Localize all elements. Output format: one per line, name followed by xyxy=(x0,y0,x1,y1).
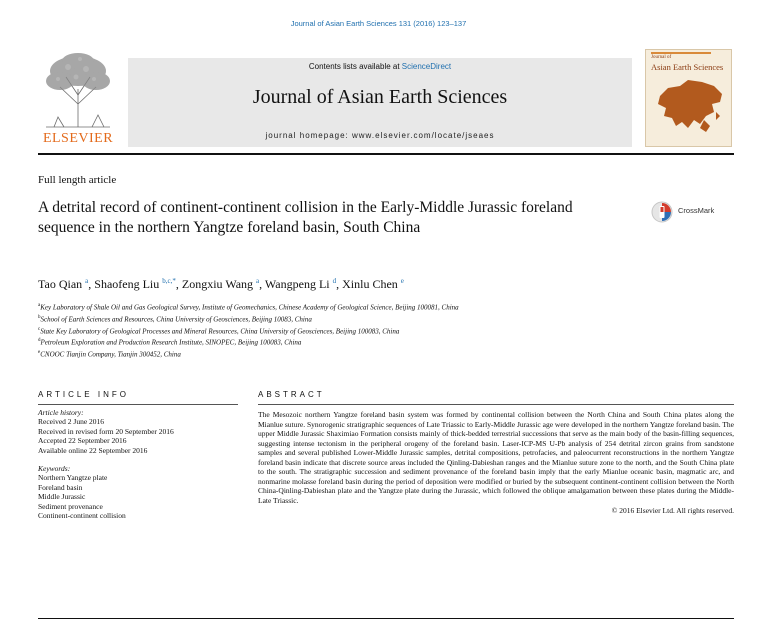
journal-title[interactable]: Journal of Asian Earth Sciences xyxy=(252,86,508,108)
asia-map-icon xyxy=(654,76,726,136)
sciencedirect-link[interactable]: ScienceDirect xyxy=(401,62,452,71)
masthead xyxy=(38,49,738,147)
crossmark-badge[interactable] xyxy=(651,201,741,223)
history-item: Accepted 22 September 2016 xyxy=(38,436,127,446)
keywords-label: Keywords: xyxy=(38,464,71,474)
article-title: A detrital record of continent-continent collision in the Early-Middle Jurassic foreland sequence in the northern Yangtze foreland basin, South China xyxy=(38,199,573,236)
article-type: Full length article xyxy=(38,174,117,186)
affiliation: $^c$State Key Laboratory of Geological Processes and Mineral Resources, China University of Geosciences, Beijing 100083, China xyxy=(38,326,400,335)
article-info-rule xyxy=(38,404,238,405)
affiliation: $^d$Petroleum Exploration and Production Research Institute, SINOPEC, Beijing 100083, China xyxy=(38,338,302,347)
keyword: Continent-continent collision xyxy=(38,511,126,521)
copyright: © 2016 Elsevier Ltd. All rights reserved. xyxy=(611,506,734,516)
affiliation: $^b$School of Earth Sciences and Resources, China University of Geosciences, Beijing 10083, China xyxy=(38,314,312,324)
author-name[interactable]: Xinlu Chen xyxy=(342,277,398,291)
author-affil-marker[interactable]: a xyxy=(85,277,89,285)
contents-line xyxy=(128,62,632,71)
author-name[interactable]: Zongxiu Wang xyxy=(181,277,254,291)
author-name[interactable]: Wangpeng Li xyxy=(264,277,330,291)
history-item: Available online 22 September 2016 xyxy=(38,445,148,455)
header-rule xyxy=(38,153,734,155)
history-item: Received 2 June 2016 xyxy=(38,417,105,427)
history-label: Article history: xyxy=(38,408,84,417)
abstract-heading: ABSTRACT xyxy=(258,390,325,399)
abstract-rule xyxy=(258,404,734,405)
elsevier-tree-icon xyxy=(38,49,118,131)
affiliation: $^e$CNOOC Tianjin Company, Tianjin 300452, China xyxy=(38,350,181,359)
author-name[interactable]: Tao Qian xyxy=(38,277,83,291)
cover-stripe xyxy=(651,52,711,54)
history-item: Received in revised form 20 September 2016 xyxy=(38,426,174,436)
abstract-text: The Mesozoic northern Yangtze foreland basin system was formed by continental collision between the North China and South China plates along the Mianlue suture. Synorogenic stratigraphic sequences of Late Triassic to Early-Middle Jurassic age were developed in the northern Yangtze foreland basin. The upper Middle Jurassic Shaximiao Formation consists mainly of thick-bedded terrestrial successions that serve as the main body of the basin-filling sequences, suggesting intense tectonism in the peripheral orogeny of the foreland basin. Laser-ICP-MS U-Pb analysis of 254 detrital zircon grains from sandstone samples and several published Lower-Middle Jurassic samples, detrital compositions, petrofacies, and paleocurrent reconstructions in the northern Yangtze foreland basin indicate that discrete source areas included the Qinling-Dabieshan ranges and the Mianlue suture zone to the north, and the South China plate to the south. The stratigraphic succession and sediment provenance of the foreland basin imply that the early Mianlue oceanic basin, magmatic arc, and nonmarine molasse foreland basin during the period of deposition were modified or buried by the subsequent continent-continent collision between the North China-Qinling-Dabieshan plate and the Yangtze plate during the Jurassic, which followed the oblique amalgamation between these plates during the Middle-Late Triassic. xyxy=(258,410,734,505)
affiliations xyxy=(38,301,718,360)
keyword: Sediment provenance xyxy=(38,501,103,511)
keyword: Northern Yangtze plate xyxy=(38,473,108,483)
footer-rule xyxy=(38,618,734,619)
keyword: Middle Jurassic xyxy=(38,492,86,502)
article-info xyxy=(38,408,238,520)
affiliation: $^a$Key Laboratory of Shale Oil and Gas Geological Survey, Institute of Geomechanics, Chinese Academy of Geological Science, Beijing 100081, China xyxy=(38,303,459,312)
author-list: Tao Qian $^a$, Shaofeng Liu $^{b,c,*}$, Zongxiu Wang $^a$, Wangpeng Li $^d$, Xinlu Chen $^e$ xyxy=(38,277,404,291)
journal-homepage[interactable]: journal homepage: www.elsevier.com/locate/jseaes xyxy=(265,131,495,140)
abstract-body xyxy=(258,410,734,516)
author-affil-marker[interactable]: d xyxy=(332,277,337,285)
keyword: Foreland basin xyxy=(38,482,83,492)
author-name[interactable]: Shaofeng Liu xyxy=(94,277,160,291)
author-affil-marker[interactable]: e xyxy=(400,277,404,285)
cover-small-text: Journal of xyxy=(651,55,672,60)
journal-citation[interactable]: Journal of Asian Earth Sciences 131 (2016) 123–137 xyxy=(290,19,467,28)
elsevier-wordmark: ELSEVIER xyxy=(42,131,114,146)
author-affil-marker[interactable]: a xyxy=(256,277,260,285)
crossmark-label: CrossMark xyxy=(678,206,715,215)
contents-prefix: Contents lists available at xyxy=(308,62,402,71)
spacer xyxy=(38,455,238,464)
crossmark-icon xyxy=(651,201,673,223)
article-info-heading: ARTICLE INFO xyxy=(38,390,129,399)
elsevier-logo[interactable] xyxy=(38,49,118,147)
cover-title: Asian Earth Sciences xyxy=(651,62,724,72)
author-affil-marker[interactable]: b,c,* xyxy=(162,277,176,285)
journal-banner xyxy=(128,58,632,147)
journal-cover[interactable] xyxy=(645,49,732,147)
